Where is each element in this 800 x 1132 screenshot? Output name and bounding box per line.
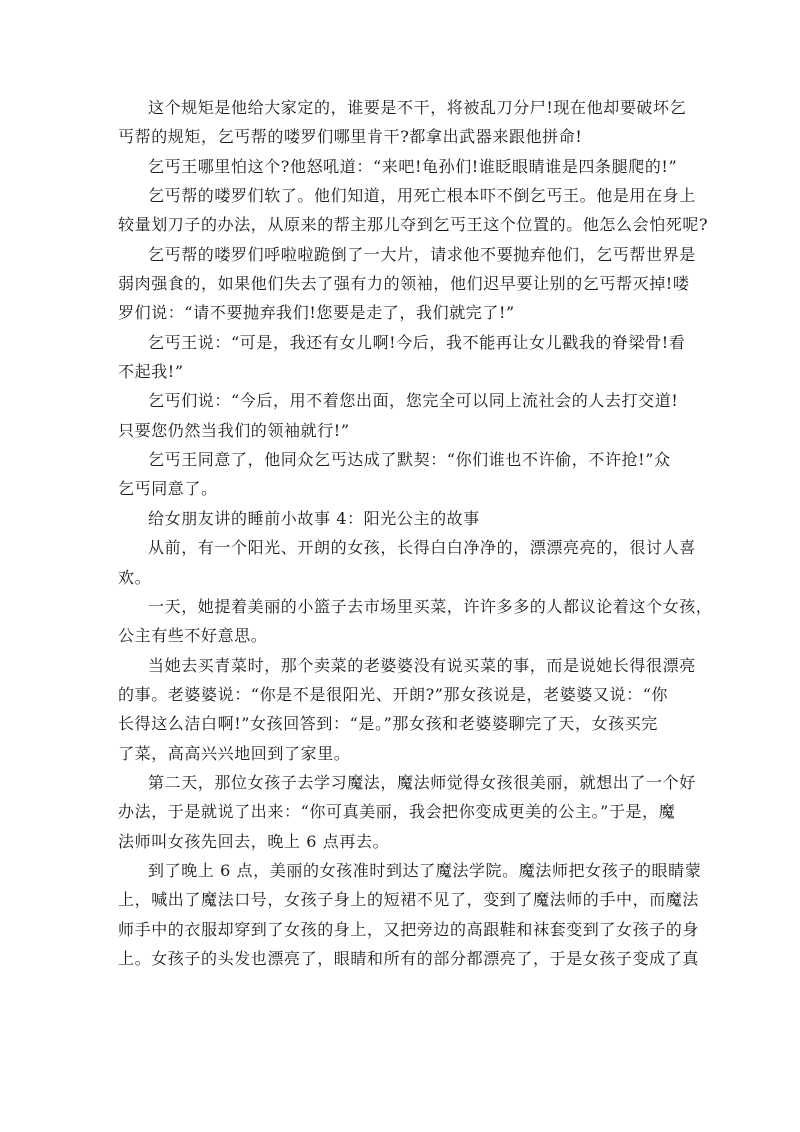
text-line: 了菜，高高兴兴地回到了家里。	[118, 743, 351, 763]
text-line: 的事。老婆婆说：“你是不是很阳光、开朗?”那女孩说是，老婆婆又说：“你	[118, 684, 669, 704]
text-line: 不起我!”	[118, 362, 184, 382]
text-line: 弱肉强食的，如果他们失去了强有力的领袖，他们迟早要让别的乞丐帮灭掉!喽	[118, 274, 690, 294]
document-body	[118, 93, 713, 973]
text-line: 较量划刀子的办法，从原来的帮主那儿夺到乞丐王这个位置的。他怎么会怕死呢?	[118, 215, 709, 235]
text-line: 乞丐王哪里怕这个?他怒吼道：“来吧!龟孙们!谁眨眼睛谁是四条腿爬的!”	[148, 156, 678, 176]
text-line: 到了晚上 6 点，美丽的女孩准时到达了魔法学院。魔法师把女孩子的眼睛蒙	[148, 860, 702, 880]
text-line: 丐帮的规矩，乞丐帮的喽罗们哪里肯干?都拿出武器来跟他拼命!	[118, 127, 583, 147]
text-line: 公主有些不好意思。	[118, 626, 268, 646]
text-line: 第二天，那位女孩子去学习魔法，魔法师觉得女孩很美丽，就想出了一个好	[148, 772, 696, 792]
text-line: 长得这么洁白啊!”女孩回答到：“是。”那女孩和老婆婆聊完了天，女孩买完	[118, 714, 658, 734]
text-line: 乞丐王说：“可是，我还有女儿啊!今后，我不能再让女儿戳我的脊梁骨!看	[148, 332, 686, 352]
text-line: 乞丐王同意了，他同众乞丐达成了默契：“你们谁也不许偷，不许抢!”众	[148, 450, 671, 470]
text-line: 乞丐帮的喽罗们呼啦啦跪倒了一大片，请求他不要抛弃他们，乞丐帮世界是	[148, 244, 696, 264]
text-line: 上。女孩子的头发也漂亮了，眼睛和所有的部分都漂亮了，于是女孩子变成了真	[118, 948, 700, 968]
text-line: 罗们说：“请不要抛弃我们!您要是走了，我们就完了!”	[118, 303, 515, 323]
text-line: 给女朋友讲的睡前小故事 4：阳光公主的故事	[148, 508, 480, 528]
text-line: 从前，有一个阳光、开朗的女孩，长得白白净净的，漂漂亮亮的，很讨人喜	[148, 538, 696, 558]
text-line: 乞丐同意了。	[118, 479, 218, 499]
text-line: 师手中的衣服却穿到了女孩的身上，又把旁边的高跟鞋和袜套变到了女孩子的身	[118, 919, 700, 939]
text-line: 乞丐帮的喽罗们软了。他们知道，用死亡根本吓不倒乞丐王。他是用在身上	[148, 186, 696, 206]
text-line: 乞丐们说：“今后，用不着您出面，您完全可以同上流社会的人去打交道!	[148, 391, 679, 411]
text-line: 法师叫女孩先回去，晚上 6 点再去。	[118, 831, 390, 851]
text-line: 只要您仍然当我们的领袖就行!”	[118, 420, 350, 440]
text-line: 当她去买青菜时，那个卖菜的老婆婆没有说买菜的事，而是说她长得很漂亮	[148, 655, 696, 675]
text-line: 一天，她提着美丽的小篮子去市场里买菜，许许多多的人都议论着这个女孩，	[148, 596, 713, 616]
text-line: 欢。	[118, 567, 152, 587]
text-line: 这个规矩是他给大家定的，谁要是不干，将被乱刀分尸!现在他却要破坏乞	[148, 98, 687, 117]
text-line: 办法，于是就说了出来：“你可真美丽，我会把你变成更美的公主。”于是，魔	[118, 802, 676, 822]
text-line: 上，喊出了魔法口号，女孩子身上的短裙不见了，变到了魔法师的手中，而魔法	[118, 890, 700, 910]
